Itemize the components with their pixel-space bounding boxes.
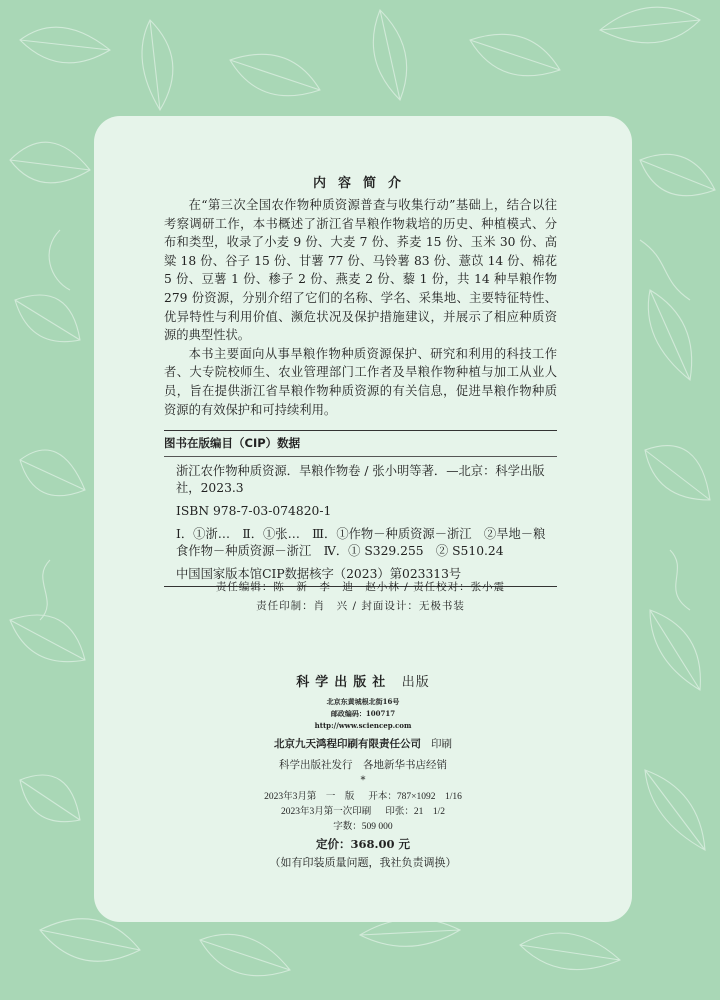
cip-heading: 图书在版编目（CIP）数据 xyxy=(164,436,301,450)
edition: 2023年3月第 一 版 xyxy=(264,792,355,802)
format: 开本：787×1092 1/16 xyxy=(368,792,462,802)
separator-star: * xyxy=(360,775,366,786)
publisher-postcode: 邮政编码：100717 xyxy=(330,709,396,718)
credits-line-2: 责任印制：肖 兴 / 封面设计：无极书装 xyxy=(256,600,465,612)
printer-name: 北京九天鸿程印刷有限责任公司 xyxy=(274,738,421,750)
content-panel xyxy=(94,116,632,922)
printer-suffix: 印刷 xyxy=(431,738,452,750)
word-count: 字数：509 000 xyxy=(333,822,393,832)
publisher-name xyxy=(94,671,632,690)
price: 定价：368.00 元 xyxy=(315,837,410,851)
publisher-block xyxy=(94,671,632,870)
sheets: 印张：21 1/2 xyxy=(385,807,445,817)
distribution-line: 科学出版社发行 各地新华书店经销 xyxy=(279,759,447,771)
printer-line xyxy=(94,736,632,751)
edition-line xyxy=(94,790,632,805)
printing: 2023年3月第一次印刷 xyxy=(281,807,372,817)
quality-notice: （如有印装质量问题，我社负责调换） xyxy=(269,856,457,869)
publisher-url: http://www.sciencep.com xyxy=(314,721,412,730)
printing-line xyxy=(94,805,632,820)
intro-body xyxy=(164,196,557,419)
credits-line-1: 责任编辑：陈 新 李 迪 赵小林 / 责任校对：张小震 xyxy=(215,581,506,593)
intro-title: 内容简介 xyxy=(312,176,413,191)
publisher-address: 北京东黄城根北街16号 xyxy=(326,697,400,706)
cip-data-block xyxy=(164,430,557,587)
publisher-name-suffix: 出版 xyxy=(401,675,430,690)
cip-isbn: ISBN 978-7-03-074820-1 xyxy=(176,504,332,518)
editorial-credits xyxy=(164,578,557,616)
cip-verification-number: 中国国家版本馆CIP数据核字（2023）第023313号 xyxy=(176,567,462,581)
intro-paragraph-1: 在“第三次全国农作物种质资源普查与收集行动”基础上，结合以往考察调研工作，本书概述了浙江省旱粮作物栽培的历史、种植模式、分布和类型，收录了小麦 9 份、大麦 7 份、荞麦 15 份、玉米 30 份、高粱 18 份、谷子 15 份、甘薯 77 份、马铃薯 83 份、薏苡 14 份、棉花 5 份、豆薯 1 份、䅟子 2 份、燕麦 2 份、藜 1 份，共 14 种旱粮作物 279 份资源，分别介绍了它们的名称、学名、采集地、主要特征特性、优异特性与利用价值、濒危状况及保护措施建议，并展示了相应种质资源的典型性状。 xyxy=(164,198,557,343)
cip-bibliographic-entry: 浙江农作物种质资源．旱粮作物卷 / 张小明等著．—北京：科学出版社，2023.3 xyxy=(176,464,545,495)
publisher-name-text: 科学出版社 xyxy=(296,675,392,690)
edition-specs xyxy=(94,790,632,835)
intro-paragraph-2: 本书主要面向从事旱粮作物种质资源保护、研究和利用的科技工作者、大专院校师生、农业管理部门工作者及旱粮作物种植与加工从业人员，旨在提供浙江省旱粮作物种质资源的有关信息，促进旱粮作物种质资源的有效保护和可持续利用。 xyxy=(164,346,557,417)
cip-classification: Ⅰ．①浙… Ⅱ．①张… Ⅲ．①作物－种质资源－浙江 ②旱地－粮食作物－种质资源－浙江 Ⅳ．① S329.255 ② S510.24 xyxy=(176,527,546,558)
